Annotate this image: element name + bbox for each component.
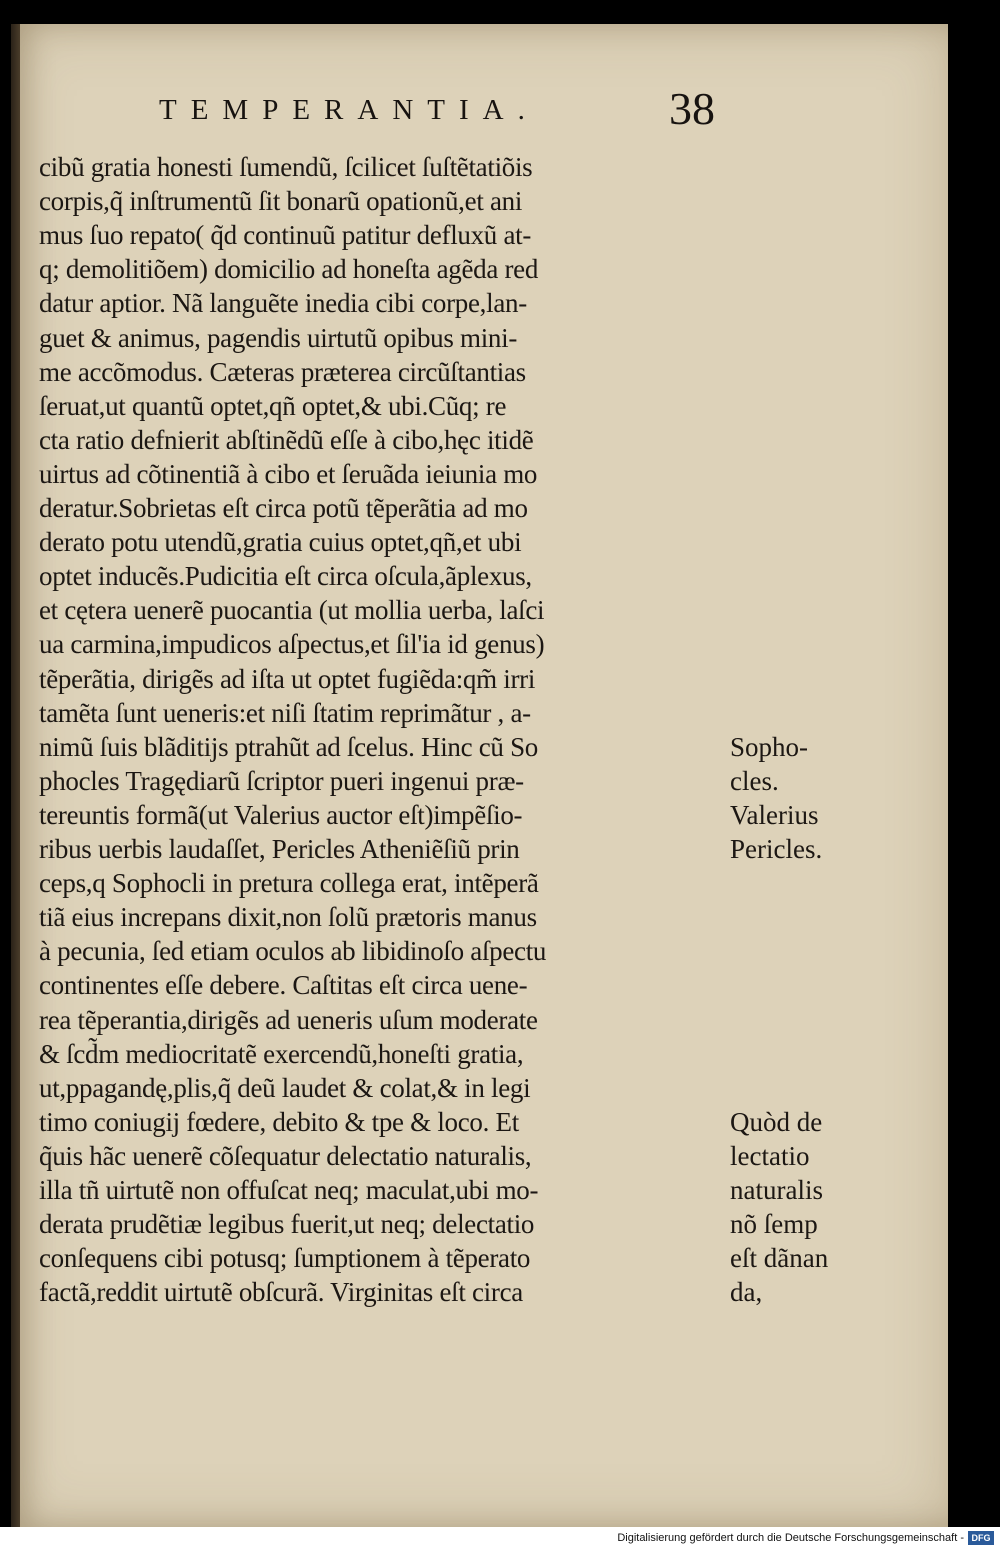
text-line: conſequens cibi potusq; ſumptionem à tẽperato — [39, 1243, 531, 1274]
text-line: me accõmodus. Cæteras præterea circũſtantias — [39, 356, 526, 387]
margin-note-sophocles: Pericles. — [730, 834, 823, 864]
text-line: factã,reddit uirtutẽ obſcurã. Virginitas eſt circa — [39, 1277, 523, 1308]
text-line: ut,ppagandę,plis,q̃ deũ laudet & colat,& in legi — [39, 1072, 531, 1103]
text-line: tiã eius increpans dixit,non ſolũ prætoris manus — [39, 902, 537, 933]
text-line: tereuntis formã(ut Valerius auctor eſt)impẽſio- — [39, 799, 523, 830]
text-line: à pecunia, ſed etiam oculos ab libidinoſo aſpectu — [39, 936, 547, 967]
text-line: & ſcd̃m mediocritatẽ exercendũ,honeſti gratia, — [39, 1038, 524, 1069]
text-line: mus ſuo repato( q̃d continuũ patitur defluxũ at- — [39, 220, 532, 251]
text-line: ua carmina,impudicos aſpectus,et ſil'ia id genus) — [39, 629, 545, 660]
text-line: datur aptior. Nã languẽte inedia cibi corpe,lan- — [39, 288, 527, 319]
margin-note-delectatio: eſt dãnan — [730, 1243, 829, 1274]
text-line: uirtus ad cõtinentiã à cibo et ſeruãda ieiunia mo — [39, 458, 538, 489]
margin-note-delectatio: lectatio — [730, 1140, 810, 1171]
margin-note-delectatio: naturalis — [730, 1175, 823, 1205]
text-line: cta ratio defnierit abſtinẽdũ eſſe à cibo,hęc itidẽ — [39, 424, 534, 455]
margin-note-delectatio: Quòd de — [730, 1106, 823, 1137]
text-line: derata prudẽtiæ legibus fuerit,ut neq; delectatio — [39, 1209, 535, 1240]
text-line: ſeruat,ut quantũ optet,qñ optet,& ubi.Cũq; re — [39, 390, 507, 421]
text-line: illa tñ uirtutẽ non offuſcat neq; maculat,ubi mo- — [39, 1175, 539, 1205]
dfg-logo-icon: DFG — [968, 1531, 994, 1545]
text-line: cibũ gratia honesti ſumendũ, ſcilicet ſuſtẽtatiõis — [39, 152, 533, 182]
text-line: ribus uerbis laudaſſet, Pericles Atheniẽſiũ prin — [39, 834, 520, 864]
text-line: continentes eſſe debere. Caſtitas eſt circa uene- — [39, 970, 528, 1001]
margin-note-delectatio: nõ ſemp — [730, 1209, 818, 1240]
text-line: deratur.Sobrietas eſt circa potũ tẽperãtia ad mo — [39, 493, 528, 523]
margin-note-sophocles: cles. — [730, 765, 779, 796]
text-line: corpis,q̃ inſtrumentũ ſit bonarũ opationũ,et ani — [39, 186, 523, 217]
text-line: et cętera uenerẽ puocantia (ut mollia uerba, laſci — [39, 595, 545, 626]
page-number: 38 — [669, 83, 715, 134]
margin-note-delectatio: da, — [730, 1277, 763, 1308]
text-line: timo coniugij fœdere, debito & tpe & loco. Et — [39, 1106, 519, 1137]
footer-credit: Digitalisierung gefördert durch die Deutsche Forschungsgemeinschaft - — [617, 1532, 964, 1544]
digitization-footer — [0, 1527, 1000, 1549]
text-line: derato potu utendũ,gratia cuius optet,qñ,et ubi — [39, 527, 522, 558]
page-binding-edge — [11, 24, 20, 1527]
margin-note-sophocles: Sopho- — [730, 731, 809, 762]
text-line: rea tẽperantia,dirigẽs ad ueneris uſum moderate — [39, 1004, 538, 1035]
text-line: optet inducẽs.Pudicitia eſt circa oſcula,ãplexus, — [39, 561, 532, 592]
text-line: tamẽta ſunt ueneris:et niſi ſtatim reprimãtur , a- — [39, 697, 531, 728]
margin-note-sophocles: Valerius — [730, 799, 819, 830]
text-line: guet & animus, pagendis uirtutũ opibus mini- — [39, 322, 518, 353]
running-title: TEMPERANTIA. — [159, 94, 539, 126]
text-line: nimũ ſuis blãditijs ptrahũt ad ſcelus. Hinc cũ So — [39, 731, 538, 762]
text-line: q; demolitiõem) domicilio ad honeſta agẽda red — [39, 254, 539, 285]
text-line: tẽperãtia, dirigẽs ad iſta ut optet fugiẽda:qm̃ irri — [39, 663, 536, 694]
text-line: phocles Tragędiarũ ſcriptor pueri ingenui præ- — [39, 765, 524, 796]
text-line: ceps,q Sophocli in pretura collega erat, intẽperã — [39, 868, 539, 899]
text-line: q̃uis hãc uenerẽ cõſequatur delectatio naturalis, — [39, 1140, 532, 1171]
